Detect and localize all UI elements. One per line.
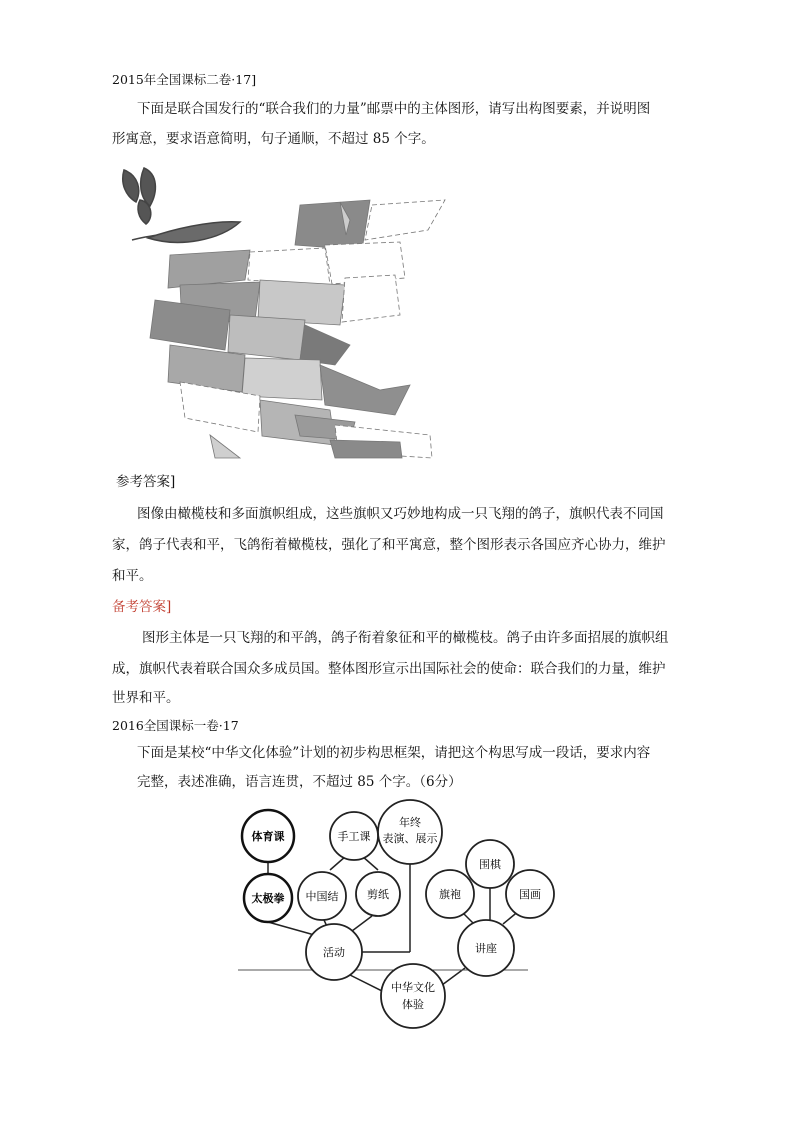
node-pe-label: 体育课 [251, 830, 285, 843]
node-root [381, 964, 445, 1028]
node-papercut [356, 872, 400, 916]
q2-prompt-line1: 下面是某校“中华文化体验”计划的初步构思框架，请把这个构思写成一段话，要求内容 [137, 745, 651, 761]
q2-prompt-line2: 完整，表述准确，语言连贯，不超过 85 个字。（6分） [137, 774, 462, 790]
node-pe [242, 810, 294, 862]
q1-prompt-line1: 下面是联合国发行的“联合我们的力量”邮票中的主体图形，请写出构图要素，并说明图 [137, 101, 651, 117]
concept-diagram [238, 798, 613, 1033]
reference-answer-line1: 图像由橄榄枝和多面旗帜组成，这些旗帜又巧妙地构成一只飞翔的鸽子，旗帜代表不同国 [137, 506, 664, 522]
alternate-answer-label: 备考答案] [112, 599, 172, 615]
alternate-answer-line2: 成，旗帜代表着联合国众多成员国。整体图形宣示出国际社会的使命：联合我们的力量，维护 [112, 661, 666, 677]
node-painting-label: 国画 [519, 888, 541, 901]
node-show [378, 800, 442, 864]
alternate-answer-line1: 图形主体是一只飞翔的和平鸽，鸽子衔着象征和平的橄榄枝。鸽子由许多面招展的旗帜组 [142, 630, 669, 646]
node-show-label-2: 表演、展示 [382, 832, 438, 845]
node-activity-label: 活动 [323, 946, 345, 959]
node-robe [426, 870, 474, 918]
q1-heading: 2015年全国课标二卷·17] [112, 72, 257, 87]
node-lecture-label: 讲座 [475, 942, 497, 955]
q1-prompt-line2: 形寓意，要求语意简明，句子通顺，不超过 85 个字。 [112, 131, 435, 147]
reference-answer-label: 参考答案] [116, 474, 176, 490]
reference-answer-line2: 家，鸽子代表和平，飞鸽衔着橄榄枝，强化了和平寓意，整个图形表示各国应齐心协力，维护 [112, 537, 666, 553]
olive-branch-icon [123, 168, 240, 242]
node-craft [330, 812, 378, 860]
node-show-label-1: 年终 [399, 816, 421, 829]
reference-answer-line3: 和平。 [112, 568, 153, 584]
node-root-label-2: 体验 [402, 998, 424, 1011]
node-papercut-label: 剪纸 [367, 888, 389, 901]
node-taiji-label: 太极拳 [251, 892, 285, 905]
node-knot-label: 中国结 [305, 890, 339, 903]
node-taiji [244, 874, 292, 922]
node-go [466, 840, 514, 888]
alternate-answer-line3: 世界和平。 [112, 690, 180, 706]
node-painting [506, 870, 554, 918]
node-robe-label: 旗袍 [439, 888, 461, 901]
node-root-label-1: 中华文化 [391, 981, 435, 994]
q2-heading: 2016全国课标一卷·17 [112, 718, 239, 733]
dove-flag-image [110, 160, 450, 460]
node-craft-label: 手工课 [337, 830, 371, 843]
node-knot [298, 872, 346, 920]
node-go-label: 围棋 [479, 858, 501, 871]
node-activity [306, 924, 362, 980]
node-lecture [458, 920, 514, 976]
